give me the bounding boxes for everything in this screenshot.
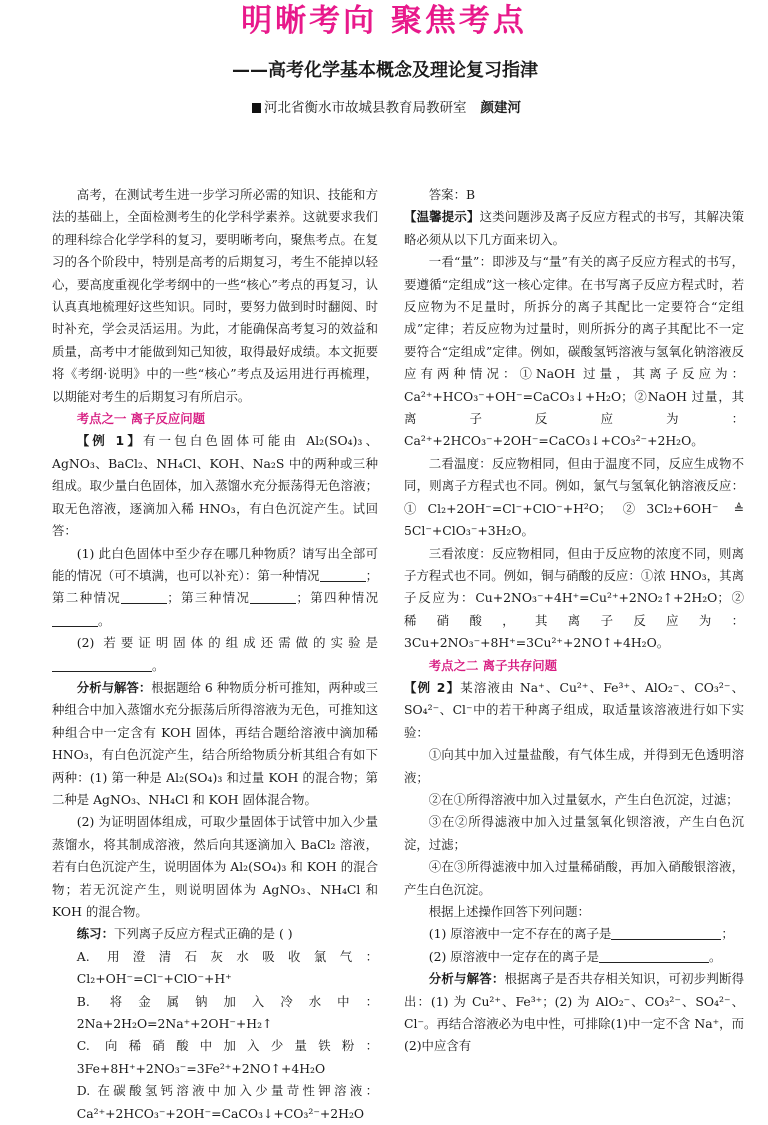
option-c: C. 向稀硝酸中加入少量铁粉：3Fe+8H⁺+2NO₃⁻=3Fe²⁺+2NO↑+4H₂O: [76, 1038, 378, 1076]
step-1: ①向其中加入过量盐酸，有气体生成，并得到无色透明溶液；: [404, 747, 744, 785]
option-a: A. 用澄清石灰水吸收氯气：Cl₂+OH⁻=Cl⁻+ClO⁻+H⁺: [76, 948, 378, 987]
answer-blank: [320, 568, 366, 582]
question-2-text: (2) 若要证明固体的组成还需做的实验是: [76, 635, 378, 651]
left-column: [52, 184, 378, 1125]
question-r2: [404, 946, 744, 968]
author: 颜建河: [480, 100, 521, 116]
example-2: [404, 677, 744, 744]
question-1-text: 。: [98, 612, 111, 628]
answer-blank: [121, 590, 167, 604]
practice-question: 下列离子反应方程式正确的是 ( ): [113, 926, 293, 942]
example-1-text: 有一包白色固体可能由 Al₂(SO₄)₃、AgNO₃、BaCl₂、NH₄Cl、KOH、Na₂S 中的两种或三种组成。取少量白色固体，加入蒸馏水充分振荡得无色溶液；取无色溶液，逐滴加入稀 HNO₃，有白色沉淀产生。试回答：: [52, 433, 378, 539]
question-r1-text: ；: [721, 926, 734, 942]
page-title: 明晰考向 聚焦考点: [241, 3, 527, 39]
practice: [52, 923, 378, 945]
question-r2-text: 。: [708, 948, 722, 964]
answer: 答案：B: [428, 187, 476, 202]
intro-paragraph: 高考，在测试考生进一步学习所必需的知识、技能和方法的基础上，全面检测考生的化学科学素养。这就要求我们的理科综合化学学科的复习，要明晰考向，聚焦考点。在复习的各个阶段中，特别是高考的后期复习，考生不能掉以轻心，要高度重视化学考纲中的一些“核心”考点的再复习，认认真真地梳理好这些知识。同时，要努力做到时时翻阅、时时补充，学会灵活运用。为此，才能确保高考复习的效益和质量，高考中才能做到知己知彼，取得最好成绩。本文扼要将《考纲·说明》中的一些“核心”考点及运用进行再梳理，以期能对考生的后期复习有所启示。: [52, 187, 378, 404]
analysis-2: (2) 为证明固体组成，可取少量固体于试管中加入少量蒸馏水，将其制成溶液，然后向其逐滴加入 BaCl₂ 溶液，若有白色沉淀产生，说明固体为 Al₂(SO₄)₃ 和 KOH 的混合物；若无沉淀产生，则说明固体为 AgNO₃、NH₄Cl 和 KOH 的混合物。: [52, 814, 378, 919]
section-heading-1: 考点之一 离子反应问题: [76, 411, 206, 427]
practice-label: 练习：: [76, 926, 114, 942]
analysis-text: 根据题给 6 种物质分析可推知，两种或三种组合中加入蒸馏水充分振荡后所得溶液为无色，可推知这种组合中一定含有 KOH 固体，再结合题给溶液中滴加稀 HNO₃，有白色沉淀产生，结合所给物质分析其组合有如下两种：(1) 第一种是 Al₂(SO₄)₃ 和过量 KOH 的混合物；第二种是 AgNO₃、NH₄Cl 和 KOH 固体混合物。: [52, 679, 379, 807]
question-1-text: (1) 此白色固体中至少存在哪几种物质？请写出全部可能的情况（可不填满，也可以补充）：第一种情况: [52, 545, 378, 583]
right-column: [404, 184, 744, 1058]
example-2-text: 某溶液由 Na⁺、Cu²⁺、Fe³⁺、AlO₂⁻、CO₃²⁻、SO₄²⁻、Cl⁻中的若干种离子组成，取适量该溶液进行如下实验：: [404, 679, 745, 740]
analysis-right: [404, 968, 744, 1058]
page-subtitle: ——高考化学基本概念及理论复习指津: [232, 60, 538, 81]
example-1: [52, 430, 378, 542]
step-3: ③在②所得滤液中加入过量氢氧化钡溶液，产生白色沉淀，过滤；: [404, 814, 744, 852]
answer-blank: [250, 590, 296, 604]
analysis-text: 根据离子是否共存相关知识，可初步判断得出：(1) 为 Cu²⁺、Fe³⁺；(2) 为 AlO₂⁻、CO₃²⁻、SO₄²⁻、Cl⁻。再结合溶液必为电中性，可排除(1)中一定不含 Na⁺，而(2)中应含有: [404, 971, 744, 1054]
question-1: [52, 543, 378, 633]
question-r1: [404, 923, 744, 945]
paragraph-concentration: 三看浓度：反应物相同，但由于反应物的浓度不同，则离子方程式也不同。例如，铜与硝酸的反应：①浓 HNO₃，其离子反应为：Cu+2NO₃⁻+4H⁺=Cu²⁺+2NO₂↑+2H₂O；②稀硝酸，其离子反应为：3Cu+2NO₃⁻+8H⁺=3Cu²⁺+2NO↑+4H₂O。: [404, 545, 744, 651]
question-1-text: ；第三种情况: [167, 590, 251, 606]
square-bullet-icon: [252, 103, 261, 113]
question-1-text: ；第二种情况: [52, 567, 378, 606]
analysis-1: [52, 677, 378, 811]
ask: 根据上述操作回答下列问题：: [428, 904, 590, 919]
question-1-text: ；第四种情况: [296, 590, 379, 606]
example-2-label: 【例 2】: [404, 679, 461, 695]
paragraph-amount: 一看“量”：即涉及与“量”有关的离子反应方程式的书写，要遵循“定组成”这一核心定律。在书写离子反应方程式时，若反应物为不足量时，所拆分的离子其配比一定要符合“定组成”定律；若反应物为过量时，则所拆分的离子其配比不一定要符合“定组成”定律。例如，碳酸氢钙溶液与氢氧化钠溶液反应有两种情况：①NaOH 过量，其离子反应为：Ca²⁺+HCO₃⁻+OH⁻=CaCO₃↓+H₂O；②NaOH 过量，其离子反应为：Ca²⁺+2HCO₃⁻+2OH⁻=CaCO₃↓+CO₃²⁻+2H₂O。: [404, 254, 744, 449]
tip-label: 【温馨提示】: [404, 209, 480, 225]
example-1-label: 【例 1】: [76, 433, 143, 449]
answer-blank: [52, 658, 152, 672]
tip-text: 这类问题涉及离子反应方程式的书写，其解决策略必须从以下几方面来切入。: [404, 209, 745, 247]
question-r2-text: (2) 原溶液中一定存在的离子是: [428, 948, 599, 964]
affiliation: 河北省衡水市故城县教育局教研室: [264, 100, 467, 116]
section-heading-2: 考点之二 离子共存问题: [428, 657, 558, 673]
analysis-label: 分析与解答：: [428, 971, 505, 987]
option-b: B. 将金属钠加入冷水中：2Na+2H₂O=2Na⁺+2OH⁻+H₂↑: [76, 993, 378, 1032]
answer-blank: [611, 926, 721, 940]
answer-blank: [52, 613, 98, 627]
question-r1-text: (1) 原溶液中一定不存在的离子是: [428, 926, 612, 942]
analysis-label: 分析与解答：: [76, 679, 152, 695]
step-4: ④在③所得滤液中加入过量稀硝酸，再加入硝酸银溶液，产生白色沉淀。: [404, 859, 744, 897]
step-2: ②在①所得溶液中加入过量氨水，产生白色沉淀，过滤；: [428, 791, 739, 807]
paragraph-temperature: 二看温度：反应物相同，但由于温度不同，反应生成物不同，则离子方程式也不同。例如，氯气与氢氧化钠溶液反应：①Cl₂+2OH⁻=Cl⁻+ClO⁻+H²O；②3Cl₂+6OH⁻ ≜ 5Cl⁻+ClO₃⁻+3H₂O。: [404, 455, 744, 539]
question-2-text: 。: [152, 657, 165, 673]
byline: [252, 98, 521, 118]
option-d: D. 在碳酸氢钙溶液中加入少量苛性钾溶液：Ca²⁺+2HCO₃⁻+2OH⁻=CaCO₃↓+CO₃²⁻+2H₂O: [76, 1083, 378, 1121]
tip: [404, 206, 744, 251]
question-2: [52, 632, 378, 677]
answer-blank: [599, 949, 709, 963]
